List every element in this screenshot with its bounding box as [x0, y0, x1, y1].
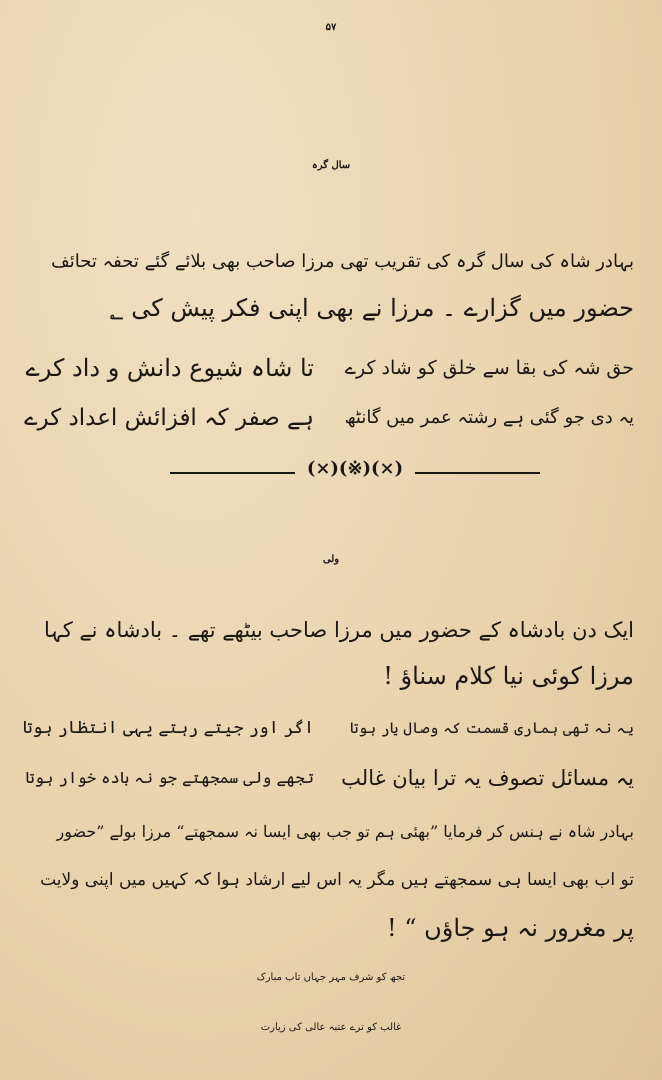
ornamental-divider	[170, 458, 540, 488]
prose-line: حضور میں گزارے ۔ مرزا نے بھی اپنی فکر پیش کی ؂	[109, 294, 634, 322]
prose-line: پر مغرور نہ ہو جاؤں “ !	[386, 914, 634, 942]
closing-verse-line: غالب کو ترے عتبہ عالی کی زیارت	[260, 1022, 402, 1033]
page-number: ۵۷	[325, 22, 337, 33]
couplet-second-hemistich: تجھے ولی سمجھتے جو نہ بادہ خوار ہوتا	[25, 768, 314, 787]
couplet-first-hemistich: یہ نہ تھی ہماری قسمت کہ وصال یار ہوتا	[349, 719, 634, 737]
closing-verse-line: تجھ کو شرف مہر جہاں تاب مبارک	[256, 972, 406, 983]
prose-line: مرزا کوئی نیا کلام سناؤ !	[383, 662, 634, 690]
couplet-first-hemistich: حق شہ کی بقا سے خلق کو شاد کرے	[344, 357, 634, 379]
couplet-first-hemistich: یہ دی جو گئی ہے رشتہ عمر میں گانٹھ	[344, 407, 634, 428]
couplet-second-hemistich: تا شاہ شیوع دانش و داد کرے	[25, 354, 314, 382]
couplet-first-hemistich: یہ مسائل تصوف یہ ترا بیان غالب	[341, 766, 634, 790]
prose-line: تو اب بھی ایسا ہی سمجھتے ہیں مگر یہ اس لیے ارشاد ہوا کہ کہیں میں اپنی ولایت	[40, 870, 634, 890]
couplet-second-hemistich: اگر اور جیتے رہتے یہی انتظار ہوتا	[22, 718, 314, 738]
divider-ornament: (×)(※)(×)	[306, 458, 404, 479]
divider-rule	[415, 472, 540, 474]
prose-line: بہادر شاہ کی سال گرہ کی تقریب تھی مرزا صاحب بھی بلائے گئے تحفہ تحائف	[51, 251, 634, 272]
couplet-second-hemistich: ہے صفر کہ افزائش اعداد کرے	[24, 405, 314, 431]
section-title-salgirah: سال گرہ	[311, 160, 351, 171]
section-title-wali: ولی	[322, 554, 340, 565]
prose-line: بہادر شاہ نے ہنس کر فرمایا ”بھئی ہم تو جب بھی ایسا نہ سمجھتے“ مرزا بولے ”حضور	[56, 822, 634, 841]
prose-line: ایک دن بادشاہ کے حضور میں مرزا صاحب بیٹھے تھے ۔ بادشاہ نے کہا	[44, 618, 634, 642]
divider-rule	[170, 472, 295, 474]
